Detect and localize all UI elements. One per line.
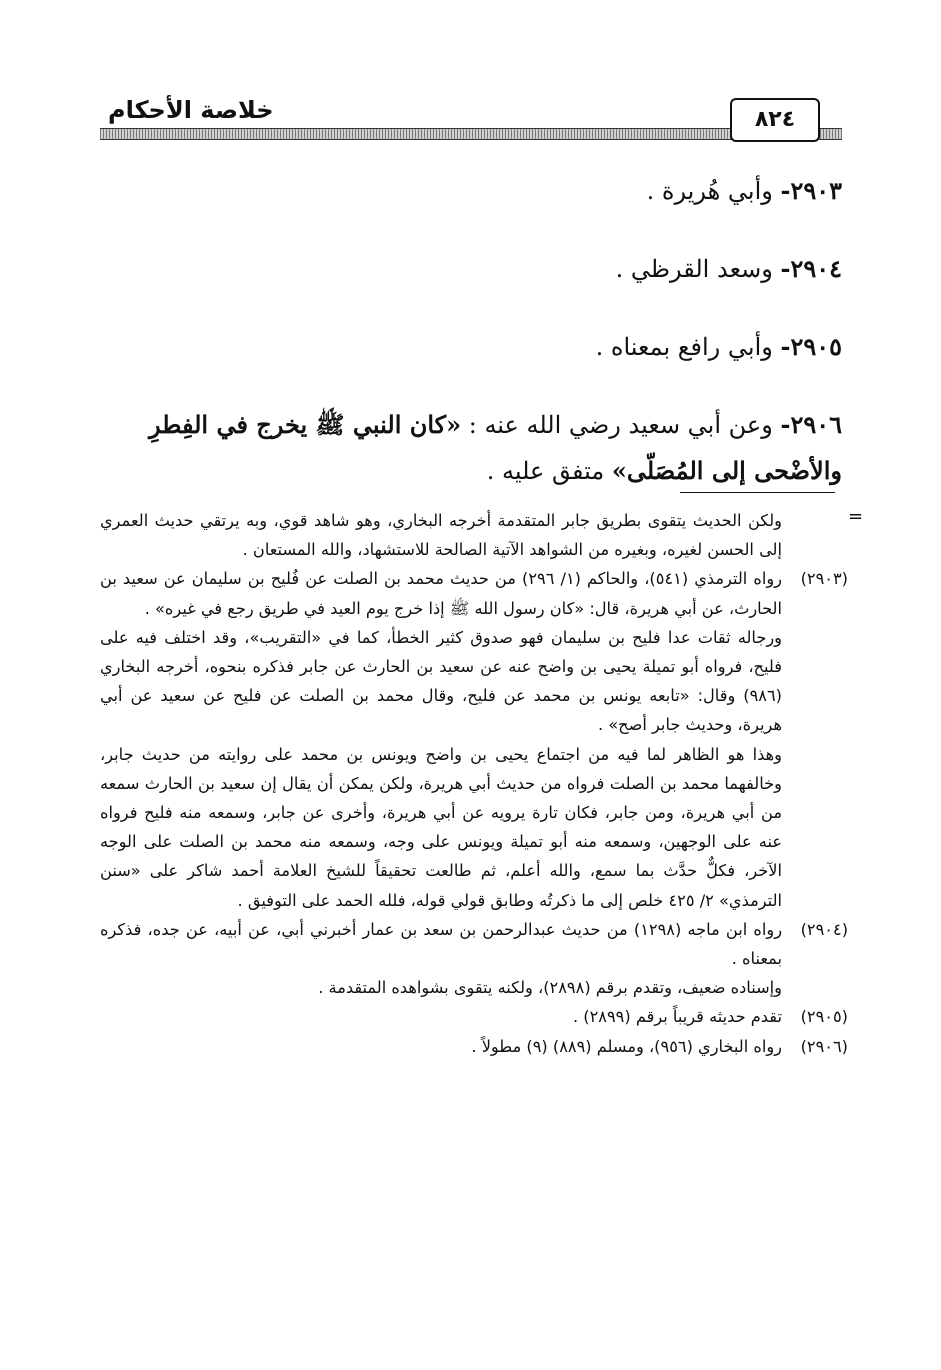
entry-number: ٢٩٠٤- (780, 254, 842, 283)
main-entries (100, 168, 842, 526)
footnote-text: رواه ابن ماجه (١٢٩٨) من حديث عبدالرحمن بن سعد بن عمار أخبرني أبي، عن أبيه، عن جده، فذكره بمعناه . (100, 919, 783, 969)
footnote-paragraph: ورجاله ثقات عدا فليح بن سليمان فهو صدوق كثير الخطأ، كما في «التقريب»، وقد اختلف فيه على فليح، فرواه أبو تميلة يحيى بن واضح عنه عن سعيد بن الحارث عن جابر فذكره بنحوه، أخرجه البخاري (٩٨٦) وقال: «تابعه يونس بن محمد عن فليح، وقال محمد بن الصلت عن فليح عن سعيد عن أبي هريرة، وحديث جابر أصح» . (100, 627, 782, 735)
footnote-divider (680, 492, 835, 493)
footnote-2905 (100, 1002, 848, 1031)
header-title: خلاصة الأحكام (108, 96, 274, 124)
entry-number: ٢٩٠٣- (780, 176, 842, 205)
footnote-2903 (100, 564, 848, 622)
footnote-text: تقدم حديثه قريباً برقم (٢٨٩٩) . (572, 1007, 782, 1027)
continuation-marker: = (848, 506, 864, 527)
entry-2905 (100, 324, 842, 370)
entry-number: ٢٩٠٥- (780, 332, 842, 361)
footnote-text: رواه البخاري (٩٥٦)، ومسلم (٨٨٩) (٩) مطولاً . (471, 1036, 782, 1056)
footnotes (100, 506, 848, 1061)
hadith-quote: «كان النبي ﷺ يخرج في الفِطرِ والأضْحى إلى المُصَلّى» (149, 410, 842, 485)
entry-text: متفق عليه . (486, 457, 612, 485)
entry-2903 (100, 168, 842, 214)
entry-number: ٢٩٠٦- (780, 410, 842, 439)
entry-text: وسعد القرظي . (615, 255, 781, 283)
footnote-2906 (100, 1032, 848, 1061)
footnote-number: (٢٩٠٤) (800, 919, 849, 939)
footnote-number: (٢٩٠٦) (800, 1036, 848, 1056)
entry-2906 (100, 402, 842, 494)
entry-text: وأبي رافع بمعناه . (595, 333, 781, 361)
page-number: ٨٢٤ (730, 98, 820, 142)
entry-2904 (100, 246, 842, 292)
footnote-number: (٢٩٠٥) (800, 1007, 848, 1027)
footnote-2904 (100, 915, 848, 973)
footnote-paragraph: وإسناده ضعيف، وتقدم برقم (٢٨٩٨)، ولكنه يتقوى بشواهده المتقدمة . (318, 978, 782, 998)
entry-text: وأبي هُريرة . (646, 177, 781, 205)
footnote-continuation: ولكن الحديث يتقوى بطريق جابر المتقدمة أخرجه البخاري، وهو شاهد قوي، وبه يرتقي حديث العمري إلى الحسن لغيره، وبغيره من الشواهد الآتية الصالحة للاستشهاد، والله المستعان . (100, 511, 782, 560)
entry-text: وعن أبي سعيد رضي الله عنه : (461, 411, 781, 439)
footnote-number: (٢٩٠٣) (800, 569, 848, 589)
footnote-paragraph: وهذا هو الظاهر لما فيه من اجتماع يحيى بن واضح ويونس بن محمد على روايته من حديث جابر، وخالفهما محمد بن الصلت فرواه من حديث أبي هريرة، ولكن يمكن أن يقال إن سعيد بن الحارث سمعه من أبي هريرة، ومن جابر، فكان تارة يرويه عن أبي هريرة، وأخرى عن جابر، وسمعه منه فليح فرواه عنه على الوجهين، وسمعه منه أبو تميلة ويونس على وجه، وسمعه منه محمد بن الصلت على الوجه الآخر، فكلٌّ حدَّث بما سمع، والله أعلم، ثم طالعت تحقيقاً للشيخ العلامة أحمد شاكر على «سنن الترمذي» ٢/ ٤٢٥ خلص إلى ما ذكرتُه وطابق قولي قوله، فلله الحمد على التوفيق . (100, 744, 782, 910)
footnote-text: رواه الترمذي (٥٤١)، والحاكم (١/ ٢٩٦) من حديث محمد بن الصلت عن فُليح بن سليمان عن سعيد بن الحارث، عن أبي هريرة، قال: «كان رسول الله ﷺ إذا خرج يوم العيد في طريق رجع في غيره» . (100, 569, 782, 618)
page-header (100, 92, 842, 152)
